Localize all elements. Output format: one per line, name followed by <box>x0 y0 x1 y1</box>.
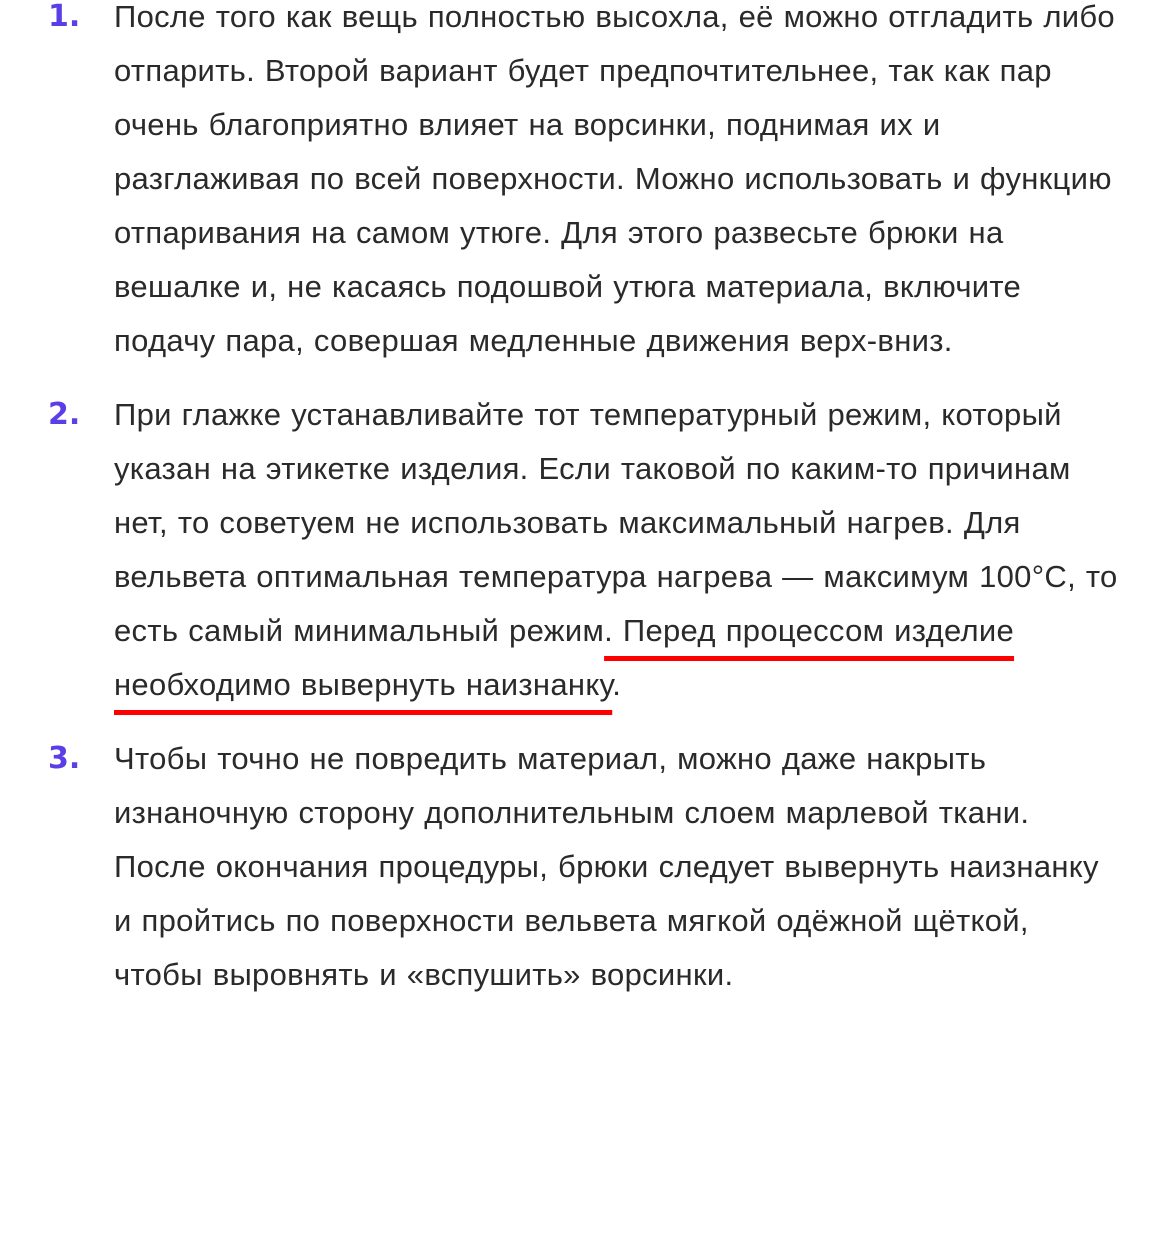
list-item <box>0 732 1170 1002</box>
list-item-number: 3. <box>48 741 81 776</box>
highlighted-text: . Перед процессом изделие необходимо вывернуть наизнанку <box>114 613 1015 702</box>
list-item-text-part: . <box>612 667 622 702</box>
list-item-text: Чтобы точно не повредить материал, можно даже накрыть изнаночную сторону дополнительным слоем марлевой ткани. После окончания процедуры, брюки следует вывернуть наизнанку и пройтись по поверхности вельвета мягкой одёжной щёткой, чтобы выровнять и «вспушить» ворсинки. <box>114 741 1099 992</box>
list-item-number: 1. <box>48 0 81 34</box>
list-item <box>0 0 1170 368</box>
list-item-text: После того как вещь полностью высохла, её можно отгладить либо отпарить. Второй вариант будет предпочтительнее, так как пар очень благоприятно влияет на ворсинки, поднимая их и разглаживая по всей поверхности. Можно использовать и функцию отпаривания на самом утюге. Для этого развесьте брюки на вешалке и, не касаясь подошвой утюга материала, включите подачу пара, совершая медленные движения верх-вниз. <box>114 0 1115 358</box>
list-item <box>0 388 1170 712</box>
list-item-number: 2. <box>48 397 81 432</box>
list-item-text <box>114 388 1120 712</box>
list-item-text-part: При глажке устанавливайте тот температурный режим, который указан на этикетке изделия. Если таковой по каким-то причинам нет, то советуем не использовать максимальный нагрев. Для вельвета оптимальная температура нагрева — максимум 100°C, то есть самый минимальный режим <box>114 397 1118 648</box>
